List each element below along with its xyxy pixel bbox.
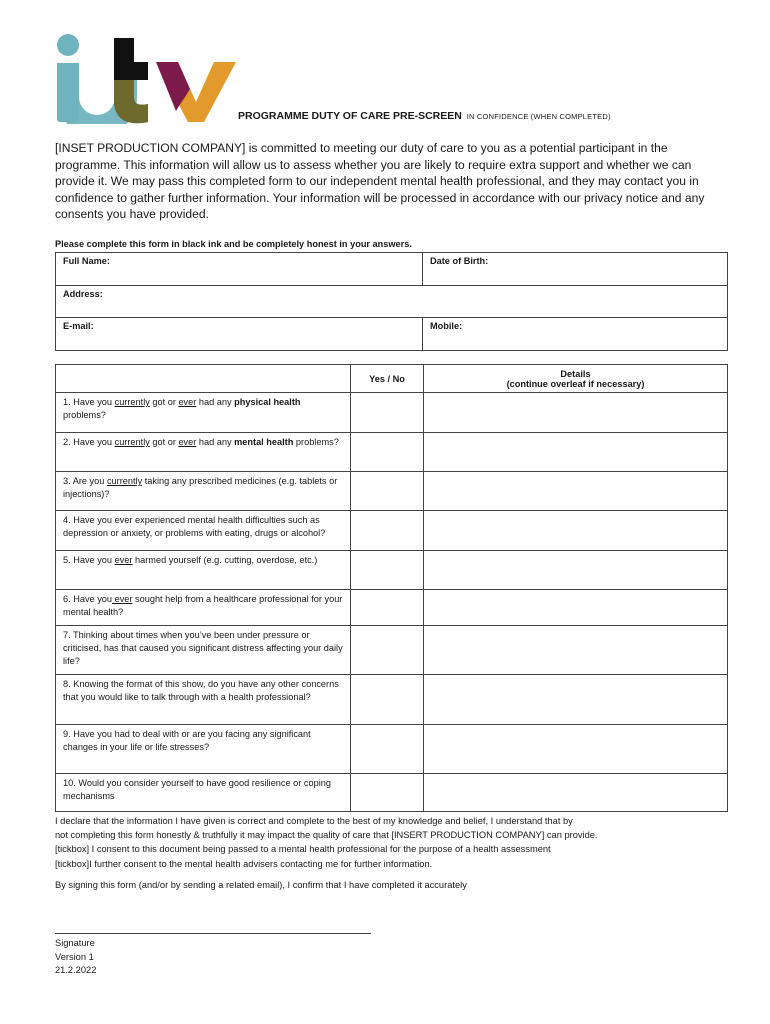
yes-no-header: Yes / No — [351, 365, 424, 393]
personal-info-table — [55, 252, 728, 351]
declaration-line: not completing this form honestly & truthfully it may impact the quality of care that [INSERT PRODUCTION COMPANY] can provide. — [55, 830, 598, 841]
question-row — [56, 590, 728, 626]
question-text: 3. Are you currently taking any prescribed medicines (e.g. tablets or injections)? — [56, 472, 351, 511]
signing-note: By signing this form (and/or by sending a related email), I confirm that I have completed it accurately — [55, 880, 467, 890]
question-text: 7. Thinking about times when you’ve been under pressure or criticised, has that caused you significant distress affecting your daily life? — [56, 626, 351, 675]
instruction-text: Please complete this form in black ink and be completely honest in your answers. — [55, 239, 412, 249]
address-label: Address: — [63, 289, 103, 299]
logo-dot — [57, 34, 79, 56]
details-answer-cell[interactable] — [424, 725, 728, 774]
consent-further-contact[interactable]: [tickbox]I further consent to the mental health advisers contacting me for further information. — [55, 858, 433, 869]
intro-paragraph: [INSET PRODUCTION COMPANY] is committed to meeting our duty of care to you as a potential participant in the programme. This information will allow us to assess whether you are likely to require extra support and whether we can provide it. We may pass this completed form to our independent mental health professional, and they may contact you in confidence to gather further information. Your information will be processed in accordance with our privacy notice and any consents you have provided. — [55, 141, 705, 222]
footer — [55, 937, 96, 978]
address-field[interactable] — [56, 286, 728, 318]
question-row — [56, 675, 728, 725]
declaration-line: I declare that the information I have given is correct and complete to the best of my knowledge and belief, I understand that by — [55, 816, 573, 826]
yes-no-answer-cell[interactable] — [351, 725, 424, 774]
question-row — [56, 626, 728, 675]
question-text: 9. Have you had to deal with or are you facing any significant changes in your life or life stresses? — [56, 725, 351, 774]
question-row — [56, 393, 728, 433]
declaration — [55, 814, 745, 871]
confidence-note: IN CONFIDENCE (WHEN COMPLETED) — [466, 112, 611, 121]
details-answer-cell[interactable] — [424, 433, 728, 472]
question-row — [56, 511, 728, 551]
yes-no-answer-cell[interactable] — [351, 774, 424, 812]
details-answer-cell[interactable] — [424, 472, 728, 511]
dob-label: Date of Birth: — [430, 256, 489, 266]
yes-no-answer-cell[interactable] — [351, 433, 424, 472]
yes-no-answer-cell[interactable] — [351, 393, 424, 433]
details-answer-cell[interactable] — [424, 675, 728, 725]
question-row — [56, 774, 728, 812]
question-row — [56, 551, 728, 590]
signature-label: Signature — [55, 938, 95, 948]
details-answer-cell[interactable] — [424, 626, 728, 675]
details-answer-cell[interactable] — [424, 774, 728, 812]
question-text: 8. Knowing the format of this show, do you have any other concerns that you would like to talk through with a health professional? — [56, 675, 351, 725]
yes-no-answer-cell[interactable] — [351, 626, 424, 675]
question-row — [56, 472, 728, 511]
question-text: 2. Have you currently got or ever had any mental health problems? — [56, 433, 351, 472]
itv-logo — [52, 32, 242, 124]
signature-line[interactable] — [55, 933, 371, 934]
email-field[interactable] — [56, 318, 423, 351]
full-name-field[interactable] — [56, 253, 423, 286]
details-answer-cell[interactable] — [424, 551, 728, 590]
question-text: 4. Have you ever experienced mental health difficulties such as depression or anxiety, or problems with eating, drugs or alcohol? — [56, 511, 351, 551]
details-answer-cell[interactable] — [424, 393, 728, 433]
yes-no-answer-cell[interactable] — [351, 590, 424, 626]
question-text: 10. Would you consider yourself to have good resilience or coping mechanisms — [56, 774, 351, 812]
dob-field[interactable] — [423, 253, 728, 286]
question-text: 6. Have you ever sought help from a healthcare professional for your mental health? — [56, 590, 351, 626]
details-header: Details (continue overleaf if necessary) — [424, 365, 728, 393]
version-label: Version 1 — [55, 951, 94, 962]
question-row — [56, 433, 728, 472]
mobile-field[interactable] — [423, 318, 728, 351]
question-text: 5. Have you ever harmed yourself (e.g. cutting, overdose, etc.) — [56, 551, 351, 590]
details-answer-cell[interactable] — [424, 511, 728, 551]
email-label: E-mail: — [63, 321, 94, 331]
yes-no-answer-cell[interactable] — [351, 551, 424, 590]
details-answer-cell[interactable] — [424, 590, 728, 626]
mobile-label: Mobile: — [430, 321, 463, 331]
form-title — [238, 110, 611, 122]
form-title-text: PROGRAMME DUTY OF CARE PRE-SCREEN — [238, 110, 462, 122]
full-name-label: Full Name: — [63, 256, 110, 266]
date-label: 21.2.2022 — [55, 965, 97, 975]
questions-table — [55, 364, 728, 812]
consent-health-assessment[interactable]: [tickbox] I consent to this document being passed to a mental health professional for the purpose of a health assessment — [55, 844, 551, 855]
question-header-cell — [56, 365, 351, 393]
yes-no-answer-cell[interactable] — [351, 675, 424, 725]
yes-no-answer-cell[interactable] — [351, 472, 424, 511]
yes-no-answer-cell[interactable] — [351, 511, 424, 551]
question-row — [56, 725, 728, 774]
question-text: 1. Have you currently got or ever had any physical health problems? — [56, 393, 351, 433]
